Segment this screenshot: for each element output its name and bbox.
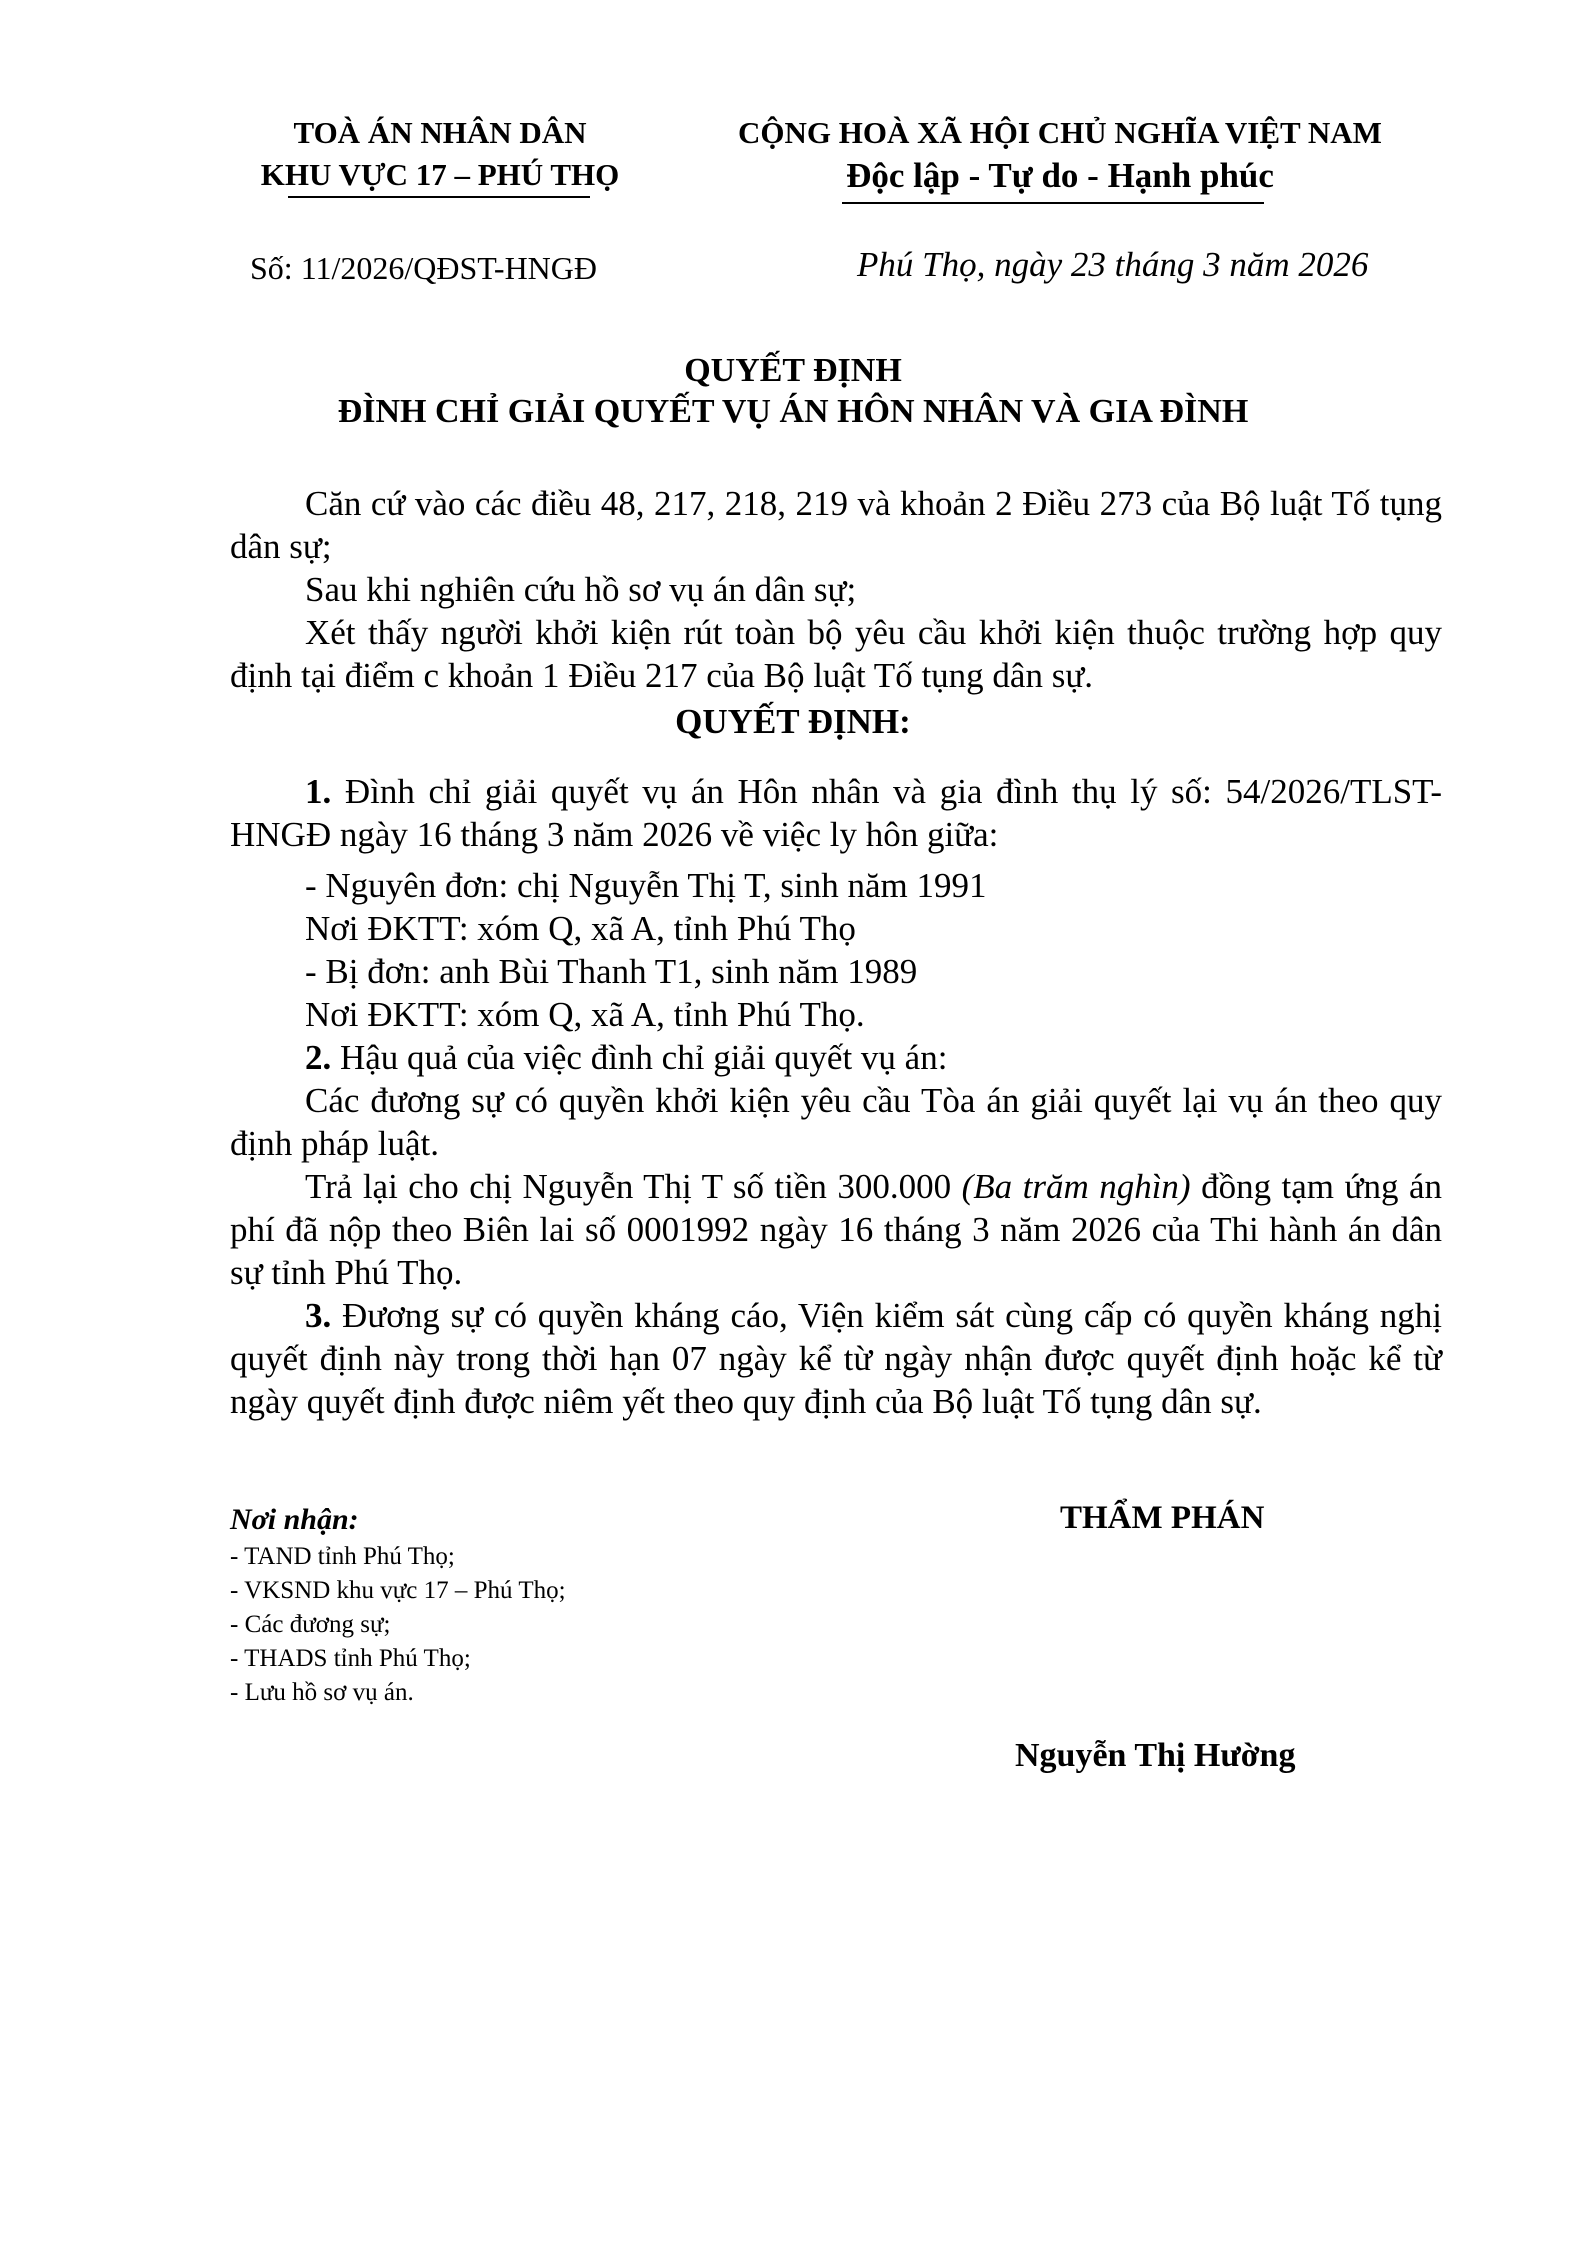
preamble-legal-basis: Căn cứ vào các điều 48, 217, 218, 219 và khoản 2 Điều 273 của Bộ luật Tố tụng dân sự; [230,484,1442,566]
decision-item-3 [230,1294,1442,1423]
signature-role: THẨM PHÁN [1060,1500,1265,1536]
item-3-number: 3. [305,1296,332,1335]
court-line-1: TOÀ ÁN NHÂN DÂN [293,115,587,150]
signature-name: Nguyễn Thị Hường [1015,1737,1296,1774]
item-1-number: 1. [305,772,332,811]
item-2-consequence: Các đương sự có quyền khởi kiện yêu cầu Tòa án giải quyết lại vụ án theo quy định pháp luật. [230,1081,1442,1163]
national-motto [690,112,1430,198]
preamble-review: Sau khi nghiên cứu hồ sơ vụ án dân sự; [305,570,857,609]
refund-text-b: đồng tạm ứng án phí đã nộp theo Biên lai số 0001992 ngày 16 tháng 3 năm 2026 của Thi hành án dân sự tỉnh Phú Thọ. [230,1167,1442,1292]
plaintiff-address: Nơi ĐKTT: xóm Q, xã A, tỉnh Phú Thọ [305,909,856,948]
item-2-text: Hậu quả của việc đình chỉ giải quyết vụ án: [340,1038,948,1077]
document-number: Số: 11/2026/QĐST-HNGĐ [250,250,597,286]
refund-amount-words: (Ba trăm nghìn) [961,1167,1191,1206]
document-title: QUYẾT ĐỊNH [684,352,902,389]
nation-line-2: Độc lập - Tự do - Hạnh phúc [846,156,1274,195]
recipient-item: - THADS tỉnh Phú Thọ; [230,1645,471,1672]
court-line-2: KHU VỰC 17 – PHÚ THỌ [260,157,620,192]
item-1-text: Đình chỉ giải quyết vụ án Hôn nhân và gia đình thụ lý số: 54/2026/TLST- HNGĐ ngày 16 tháng 3 năm 2026 về việc ly hôn giữa: [230,772,1442,854]
recipient-item: - Lưu hồ sơ vụ án. [230,1679,414,1706]
motto-underline [842,202,1264,204]
recipient-item: - Các đương sự; [230,1611,391,1638]
recipient-item: - VKSND khu vực 17 – Phú Thọ; [230,1577,566,1604]
place-date: Phú Thọ, ngày 23 tháng 3 năm 2026 [857,245,1369,284]
decision-heading: QUYẾT ĐỊNH: [675,702,911,741]
recipients-title: Nơi nhận: [230,1503,359,1536]
defendant-address: Nơi ĐKTT: xóm Q, xã A, tỉnh Phú Thọ. [305,995,865,1034]
preamble-reason: Xét thấy người khởi kiện rút toàn bộ yêu cầu khởi kiện thuộc trường hợp quy định tại điểm c khoản 1 Điều 217 của Bộ luật Tố tụng dân sự. [230,613,1442,695]
document-subtitle: ĐÌNH CHỈ GIẢI QUYẾT VỤ ÁN HÔN NHÂN VÀ GIA ĐÌNH [337,393,1249,430]
plaintiff: - Nguyên đơn: chị Nguyễn Thị T, sinh năm 1991 [305,866,987,905]
item-3-text: Đương sự có quyền kháng cáo, Viện kiểm sát cùng cấp có quyền kháng nghị quyết định này trong thời hạn 07 ngày kể từ ngày nhận được quyết định hoặc kể từ ngày quyết định được niêm yết theo quy định của Bộ luật Tố tụng dân sự. [230,1296,1442,1421]
decision-item-2 [305,1036,947,1079]
court-name [235,112,645,196]
court-underline [288,196,590,198]
refund-text-a: Trả lại cho chị Nguyễn Thị T số tiền 300.000 [305,1167,962,1206]
recipient-item: - TAND tỉnh Phú Thọ; [230,1543,455,1570]
item-2-number: 2. [305,1038,332,1077]
defendant: - Bị đơn: anh Bùi Thanh T1, sinh năm 1989 [305,952,918,991]
decision-item-1 [230,770,1442,856]
nation-line-1: CỘNG HOÀ XÃ HỘI CHỦ NGHĨA VIỆT NAM [738,115,1382,150]
item-2-refund [230,1165,1442,1294]
